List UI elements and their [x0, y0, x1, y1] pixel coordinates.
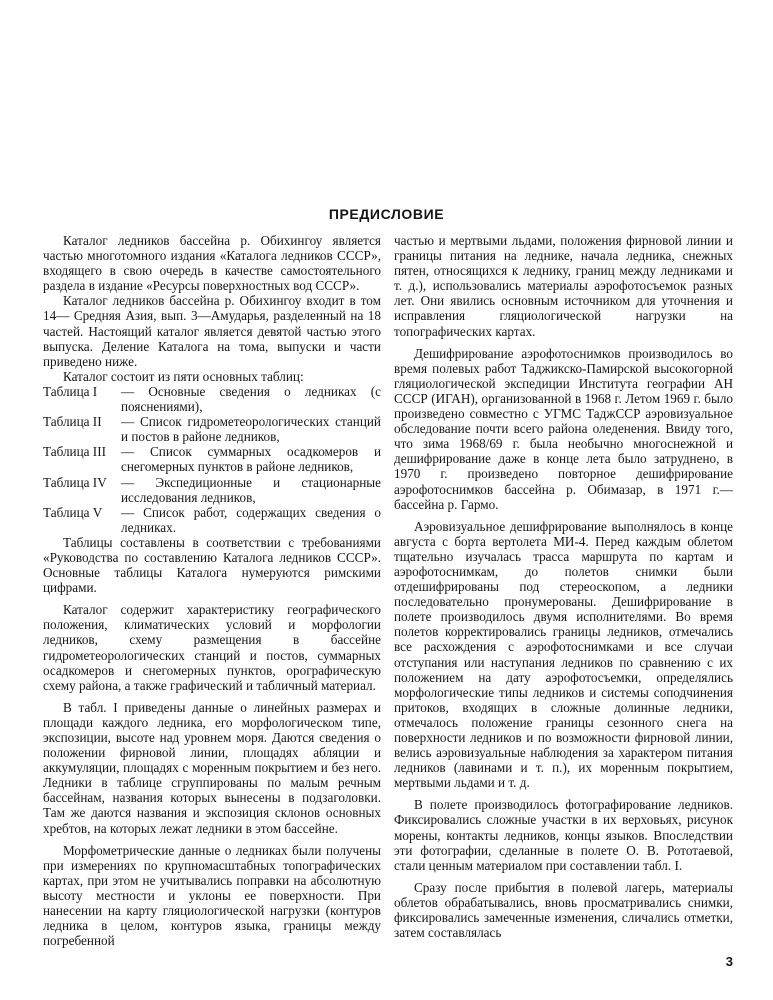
- right-column: [394, 233, 733, 940]
- table-description: — Экспедиционные и стационарные исследования ледников,: [121, 474, 381, 505]
- paragraph: частью и мертвыми льдами, положения фирновой линии и границы питания на леднике, начала ледника, снежных пятен, относящихся к леднику, границ между ледниками и т. д.), использовались материалы аэрофотосъемок разных лет. Они явились основным источником для уточнения и исправления гляциологической нагрузки на топографических картах.: [394, 233, 733, 339]
- paragraph: Каталог состоит из пяти основных таблиц:: [63, 368, 304, 384]
- paragraph: Каталог содержит характеристику географического положения, климатических условий и морфологии ледников, схему размещения в бассейне гидрометеорологических станций и постов, суммарных осадкомеров и снегомерных пунктов, орографическую схему района, а также графический и табличный материал.: [43, 602, 381, 693]
- table-description: — Список суммарных осадкомеров и снегомерных пунктов в районе ледников,: [121, 444, 381, 475]
- table-description: — Список гидрометеорологических станций и постов в районе ледников,: [121, 414, 381, 445]
- paragraph: Дешифрирование аэрофотоснимков производилось во время полевых работ Таджикско-Памирской высокогорной гляциологической экспедиции Института географии АН СССР (ИГАН), организованной в 1968 г. Летом 1969 г. было произведено совместно с УГМС ТаджССР аэровизуальное обследование почти всего района оледенения. Ввиду того, что зима 1968/69 г. была необычно многоснежной и дешифрирование даже в конце лета было затруднено, в 1970 г. произведено повторное дешифрирование аэрофотоснимков бассейна р. Обимазар, в 1971 г.— бассейна р. Гармо.: [394, 345, 733, 512]
- page-number: 3: [725, 954, 733, 969]
- paragraph: Таблицы составлены в соответствии с требованиями «Руководства по составлению Каталога ледников СССР». Основные таблицы Каталога нумеруются римскими цифрами.: [43, 534, 381, 596]
- table-list-item: [43, 444, 381, 474]
- table-label: Таблица IV: [43, 474, 107, 490]
- table-label: Таблица I: [43, 383, 98, 399]
- paragraph: Сразу после прибытия в полевой лагерь, материалы облетов обрабатывались, вновь просматривались снимки, фиксировались замеченные изменения, сличались отметки, затем составлялась: [394, 879, 733, 941]
- page-title: ПРЕДИСЛОВИЕ: [328, 206, 445, 222]
- table-description: — Основные сведения о ледниках (с пояснениями),: [121, 383, 381, 415]
- table-label: Таблица II: [43, 414, 102, 430]
- table-description: — Список работ, содержащих сведения о ледниках.: [121, 504, 381, 535]
- tables-list: [43, 384, 381, 535]
- paragraph: Морфометрические данные о ледниках были получены при измерениях по крупномасштабных топографических картах, при этом не учитывались поправки на абсолютную высоту местности и уклоны ее поверхности. При нанесении на карту гляциологической нагрузки (контуров ледника в целом, контуров языка, границы между погребенной: [43, 842, 381, 949]
- table-list-item: [43, 384, 381, 414]
- paragraph: В табл. I приведены данные о линейных размерах и площади каждого ледника, его морфологическом типе, экспозиции, высоте над уровнем моря. Даются сведения о положении фирновой линии, площадях абляции и аккумуляции, площадях с моренным покрытием и без него. Ледники в таблице сгруппированы по малым речным бассейнам, названия которых вынесены в подзаголовки. Там же даются названия и экспозиция склонов основных хребтов, на которых лежат ледники в этом бассейне.: [43, 699, 381, 836]
- left-column: [43, 233, 381, 948]
- table-list-item: [43, 414, 381, 444]
- table-label: Таблица III: [43, 444, 106, 460]
- paragraph: Каталог ледников бассейна р. Обихингоу входит в том 14— Средняя Азия, вып. 3—Амударья, разделенный на 18 частей. Настоящий каталог является девятой частью этого выпуска. Деление Каталога на тома, выпуски и части приведено ниже.: [43, 293, 381, 369]
- table-label: Таблица V: [43, 504, 103, 520]
- paragraph: В полете производилось фотографирование ледников. Фиксировались сложные участки в их верховьях, рисунок морены, контакты ледников, концы языков. Впоследствии эти фотографии, сделанные в полете О. В. Рототаевой, стали ценным материалом при составлении табл. I.: [394, 797, 733, 873]
- paragraph: Аэровизуальное дешифрирование выполнялось в конце августа с борта вертолета МИ-4. Перед каждым облетом тщательно изучалась трасса маршрута по картам и аэрофотоснимкам, до полетов снимки были отдешифрированы под стереоскопом, а ледники последовательно пронумерованы. Дешифрирование в полете производилось двумя исполнителями. Во время полетов корректировались границы ледников, отмечались все расхождения с аэрофотоснимками и все случаи отступания или наступания ледников по сравнению с их положением на дату аэрофотосъемки, определялись морфологические типы ледников и системы соподчинения притоков, входящих в сложные долинные ледники, отмечалось положение границы сезонного снега на поверхности ледников и по возможности фирновой линии, велись аэровизуальные наблюдения за характером питания ледников (лавинами и т. п.), их моренным покрытием, мертвыми льдами и т. д.: [394, 518, 733, 791]
- table-list-item: [43, 505, 381, 535]
- table-list-item: [43, 475, 381, 505]
- paragraph: Каталог ледников бассейна р. Обихингоу является частью многотомного издания «Каталога ледников СССР», входящего в свою очередь в качестве самостоятельного раздела в издание «Ресурсы поверхностных вод СССР».: [43, 233, 381, 294]
